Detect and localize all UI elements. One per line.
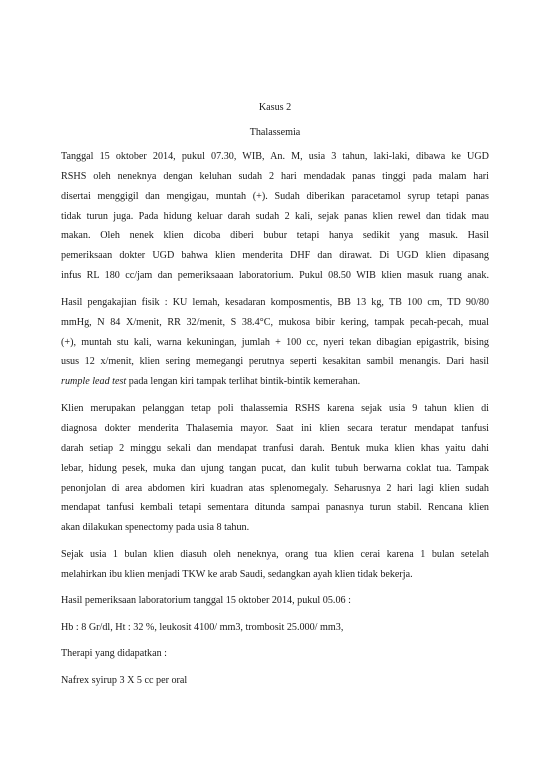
text-line: Tanggal 15 oktober 2014, pukul 07.30, WIB, An. M, usia 3 tahun, laki-laki, dibawa ke UGD [61, 150, 489, 162]
text-line: lebar, hidung pesek, muka dan ujung tangan pucat, dan kulit tubuh berwarna coklat tua. Tampak [61, 462, 489, 474]
text-line: Hasil pengakajian fisik : KU lemah, kesadaran komposmentis, BB 13 kg, TB 100 cm, TD 90/80 [61, 296, 489, 308]
text-line [61, 372, 489, 392]
text-line: RSHS oleh neneknya dengan keluhan sudah 2 hari mendadak panas tinggi pada malam hari [61, 170, 489, 182]
case-subtitle: Thalassemia [249, 126, 301, 138]
document-body [61, 98, 489, 697]
text-line: diagnosa dokter menderita Thalasemia mayor. Saat ini klien secara teratur mendapat tanfusi [61, 422, 489, 434]
lab-heading: Hasil pemeriksaan laboratorium tanggal 15 oktober 2014, pukul 05.06 : [61, 595, 351, 607]
text-line: melahirkan ibu klien menjadi TKW ke arab Saudi, sedangkan ayah klien tidak bekerja. [61, 568, 413, 580]
text-line: usus 12 x/menit, klien sering memegangi perutnya seperti kesakitan sambil menangis. Dari hasil [61, 356, 489, 368]
text-line: tidak turun juga. Pada hidung keluar darah sudah 2 kali, sejak panas klien rewel dan tidak mau [61, 210, 489, 222]
text-line: darah setiap 2 minggu sekali dan mendapat tranfusi darah. Bentuk muka klien khas yaitu dahi [61, 442, 489, 454]
text-line: Klien merupakan pelanggan tetap poli thalassemia RSHS karena sejak usia 9 tahun klien di [61, 402, 489, 414]
paragraph-case-history [61, 147, 489, 286]
italic-term: rumple lead test [61, 376, 127, 388]
text-line: disertai menggigil dan mengigau, muntah (+). Sudah diberikan paracetamol syrup tetapi panas [61, 190, 489, 202]
paragraph-family-history [61, 545, 489, 585]
text-line: (+), muntah stu kali, warna kekuningan, jumlah + 100 cc, nyeri tekan dibagian epigastrik, bising [61, 336, 489, 348]
text-line: mmHg, N 84 X/menit, RR 32/menit, S 38.4°C, mukosa bibir kering, tampak pecah-pecah, mual [61, 316, 489, 328]
case-title: Kasus 2 [258, 102, 292, 113]
text-line: infus RL 180 cc/jam dan pemeriksaaan laboratorium. Pukul 08.50 WIB klien masuk ruang anak. [61, 270, 489, 282]
text-fragment: pada lengan kiri tampak terlihat bintik-bintik kemerahan. [126, 376, 361, 388]
text-line: penonjolan di area abdomen kiri kuadran atas splenomegaly. Seharusnya 2 hari lagi klien sudah [61, 482, 489, 494]
therapy-item: Nafrex syirup 3 X 5 cc per oral [61, 674, 188, 686]
text-line: makan. Oleh nenek klien dicoba diberi bubur tetapi hanya sedikit yang masuk. Hasil [61, 230, 489, 242]
paragraph-thalassemia-history [61, 399, 489, 538]
text-line: pemeriksaan dokter UGD bahwa klien menderita DHF dan dirawat. Di UGD klien dipasang [61, 250, 489, 262]
text-line: mendapat tanfusi kembali tetapi sementara ditunda sampai panasnya turun stabil. Rencana klien [61, 502, 489, 514]
paragraph-physical-exam [61, 293, 489, 393]
text-line: Sejak usia 1 bulan klien diasuh oleh neneknya, orang tua klien cerai karena 1 bulan setelah [61, 548, 489, 560]
text-line: akan dilakukan spenectomy pada usia 8 tahun. [61, 522, 250, 534]
lab-results: Hb : 8 Gr/dl, Ht : 32 %, leukosit 4100/ mm3, trombosit 25.000/ mm3, [61, 621, 344, 633]
therapy-heading: Therapi yang didapatkan : [61, 648, 167, 660]
